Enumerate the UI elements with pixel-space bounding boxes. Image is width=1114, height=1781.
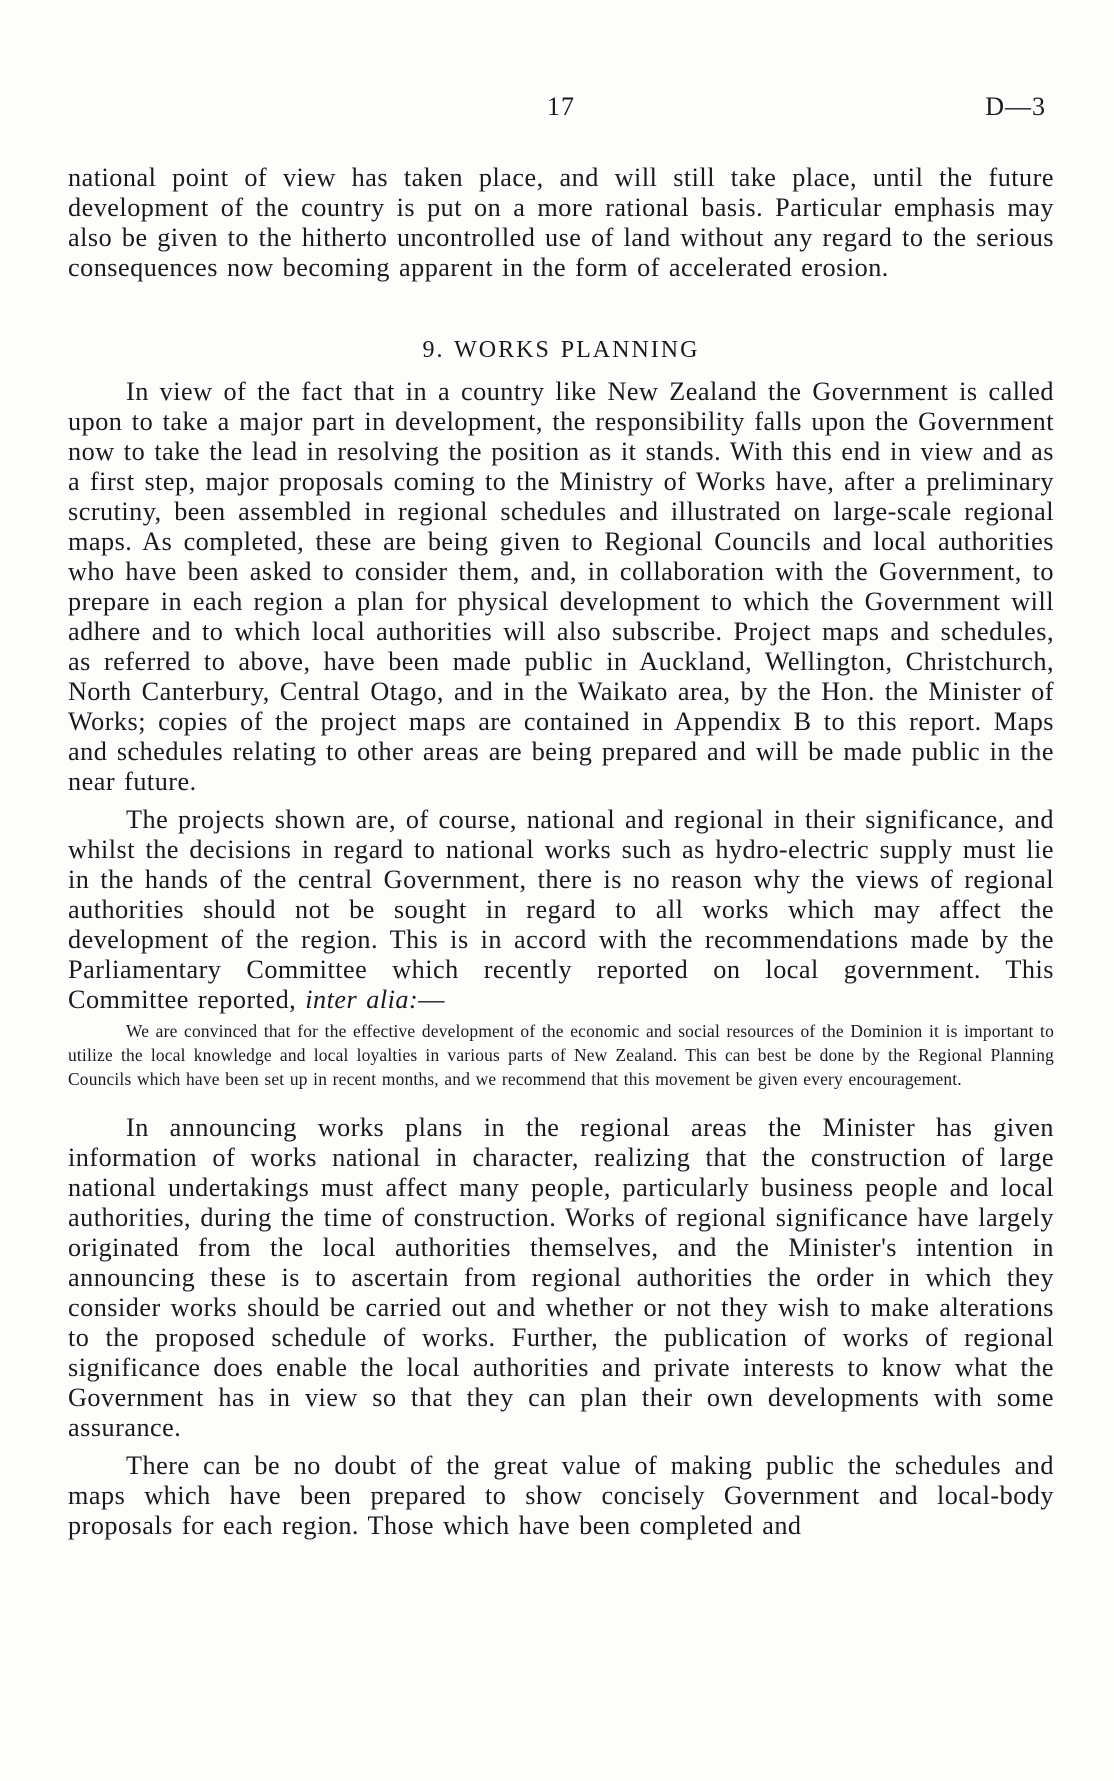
page-header bbox=[68, 92, 1054, 132]
document-body bbox=[68, 163, 1054, 1541]
paragraph-works-planning: In view of the fact that in a country like New Zealand the Government is called upon to take a major part in development, the responsibility falls upon the Government now to take the lead in resolving the position as it stands. With this end in view and as a first step, major proposals coming to the Ministry of Works have, after a preliminary scrutiny, been assembled in regional schedules and illustrated on large-scale regional maps. As completed, these are being given to Regional Councils and local authorities who have been asked to consider them, and, in collaboration with the Government, to prepare in each region a plan for physical development to which the Government will adhere and to which local authorities will also subscribe. Project maps and schedules, as referred to above, have been made public in Auckland, Wellington, Christchurch, North Canterbury, Central Otago, and in the Waikato area, by the Hon. the Minister of Works; copies of the project maps are contained in Appendix B to this report. Maps and schedules relating to other areas are being prepared and will be made public in the near future. bbox=[68, 377, 1054, 796]
em-dash: — bbox=[418, 985, 445, 1014]
paragraph-projects bbox=[68, 805, 1054, 1015]
page-number: 17 bbox=[547, 92, 575, 121]
paragraph-announcing: In announcing works plans in the regional areas the Minister has given information of works national in character, realizing that the construction of large national undertakings must affect many people, particularly business people and local authorities, during the time of construction. Works of regional significance have largely originated from the local authorities themselves, and the Minister's intention in announcing these is to ascertain from regional authorities the order in which they consider works should be carried out and whether or not they wish to make alterations to the proposed schedule of works. Further, the publication of works of regional significance does enable the local authorities and private interests to know what the Government has in view so that they can plan their own developments with some assurance. bbox=[68, 1113, 1054, 1442]
committee-quote bbox=[68, 1019, 1054, 1091]
quote-text: We are convinced that for the effective development of the economic and social resources of the Dominion it is important to utilize the local knowledge and local loyalties in various parts of New Zealand. This can best be done by the Regional Planning Councils which have been set up in recent months, and we recommend that this movement be given every encouragement. bbox=[68, 1021, 1054, 1089]
section-heading: 9. WORKS PLANNING bbox=[422, 337, 700, 363]
paragraph-value: There can be no doubt of the great value of making public the schedules and maps which have been prepared to show concisely Government and local-body proposals for each region. Those which have been completed and bbox=[68, 1451, 1054, 1540]
intro-paragraph: national point of view has taken place, and will still take place, until the future development of the country is put on a more rational basis. Particular emphasis may also be given to the hitherto uncontrolled use of land without any regard to the serious consequences now becoming apparent in the form of accelerated erosion. bbox=[68, 163, 1054, 282]
latin-phrase: inter alia: bbox=[305, 985, 419, 1014]
document-code: D—3 bbox=[985, 92, 1046, 121]
paragraph-projects-text: The projects shown are, of course, national and regional in their significance, and whilst the decisions in regard to national works such as hydro-electric supply must lie in the hands of the central Government, there is no reason why the views of regional authorities should not be sought in regard to all works which may affect the development of the region. This is in accord with the recommendations made by the Parliamentary Committee which recently reported on local government. This Committee reported, bbox=[68, 805, 1054, 1014]
